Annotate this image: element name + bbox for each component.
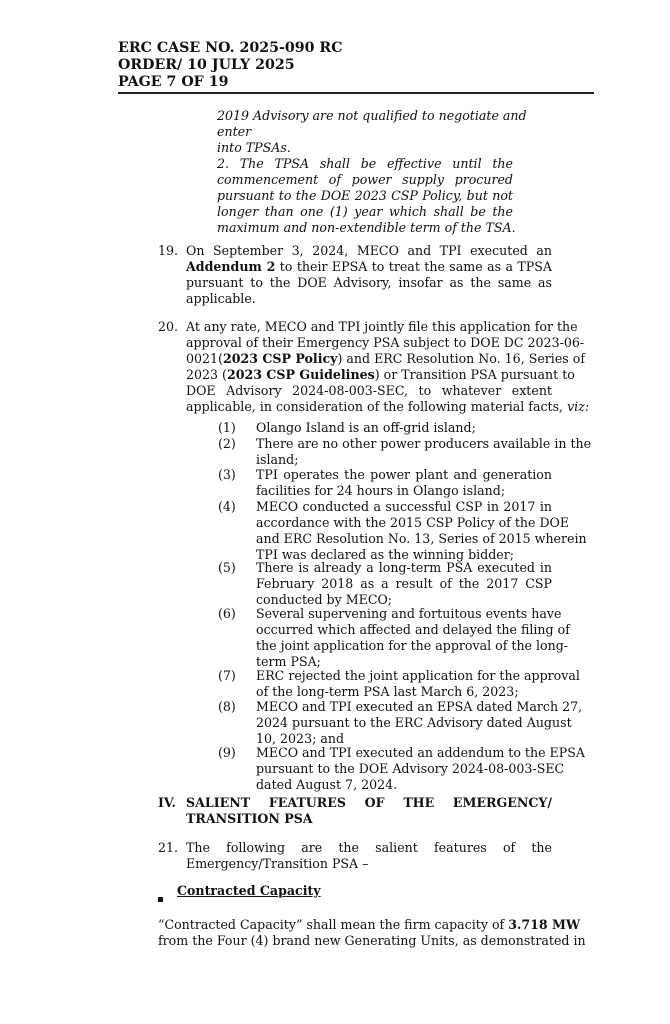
list-item-line: TPI was declared as the winning bidder; [256, 547, 515, 562]
list-item-line: 10, 2023; and [256, 731, 345, 746]
section-heading-line: SALIENT FEATURES OF THE EMERGENCY/ [186, 795, 552, 810]
list-item-number: (6) [218, 606, 236, 621]
header-rule [118, 92, 594, 94]
list-item-line: TPI operates the power plant and generation [256, 467, 552, 482]
para-20-number: 20. [158, 319, 179, 334]
para-line [186, 259, 552, 275]
list-item-line: accordance with the 2015 CSP Policy of the DOE [256, 515, 570, 530]
facts-list [218, 420, 592, 792]
para-line [158, 917, 581, 933]
list-item-line: February 2018 as a result of the 2017 CSP [256, 576, 552, 591]
list-item-line: MECO conducted a successful CSP in 2017 in [256, 499, 552, 514]
list-item-line: term PSA; [256, 654, 321, 669]
viz-italic: viz: [567, 399, 590, 414]
list-item-line: facilities for 24 hours in Olango island; [256, 483, 506, 498]
case-number: ERC CASE NO. 2025-090 RC [118, 40, 343, 56]
list-item-line: MECO and TPI executed an addendum to the EPSA [256, 745, 585, 760]
list-item-line: ERC rejected the joint application for the approval [256, 668, 580, 683]
list-item-line: conducted by MECO; [256, 592, 393, 607]
para-line: approval of their Emergency PSA subject to DOE DC 2023-06- [186, 335, 585, 350]
para-line: At any rate, MECO and TPI jointly file this application for the [186, 319, 578, 334]
list-item-line: island; [256, 452, 299, 467]
list-item-line: MECO and TPI executed an EPSA dated March 27, [256, 699, 583, 714]
para-line: Emergency/Transition PSA – [186, 856, 369, 871]
quote-line: 2. The TPSA shall be effective until the [217, 156, 513, 171]
order-date: ORDER/ 10 JULY 2025 [118, 57, 295, 73]
quote-line: longer than one (1) year which shall be the [217, 204, 513, 219]
list-item-line: occurred which affected and delayed the filing of [256, 622, 570, 637]
list-item-number: (7) [218, 668, 236, 683]
para-21 [186, 840, 552, 872]
list-item-number: (4) [218, 499, 236, 514]
capacity-value-bold: 3.718 MW [508, 917, 581, 932]
text-run: applicable, in consideration of the following material facts, [186, 399, 568, 414]
para-line-rest: to their EPSA to treat the same as a TPSA [275, 259, 552, 274]
contracted-capacity-heading: Contracted Capacity [177, 883, 321, 898]
para-line: DOE Advisory 2024-08-003-SEC, to whatever extent [186, 383, 552, 398]
list-item-line: the joint application for the approval of the long- [256, 638, 569, 653]
list-item-line: Olango Island is an off-grid island; [256, 420, 476, 435]
section-numeral: IV. [158, 795, 176, 810]
para-line [186, 399, 590, 415]
contracted-capacity-paragraph [158, 917, 586, 949]
list-item-line: There are no other power producers available in the [256, 436, 592, 451]
list-item-line: dated August 7, 2024. [256, 777, 398, 792]
quote-line: enter [217, 124, 252, 139]
quote-line: commencement of power supply procured [217, 172, 513, 187]
para-line: pursuant to the DOE Advisory, insofar as the same as [186, 275, 552, 290]
para-19 [186, 243, 552, 307]
para-line: from the Four (4) brand new Generating Units, as demonstrated in [158, 933, 586, 948]
para-19-number: 19. [158, 243, 179, 258]
list-item-line: Several supervening and fortuitous events have [256, 606, 562, 621]
para-21-number: 21. [158, 840, 179, 855]
csp-guidelines-bold: 2023 CSP Guidelines [226, 367, 375, 382]
section-heading [186, 795, 552, 827]
list-item-line: and ERC Resolution No. 13, Series of 2015 wherein [256, 531, 587, 546]
quote-line: into TPSAs. [217, 140, 291, 155]
list-item-number: (9) [218, 745, 236, 760]
text-run: “Contracted Capacity” shall mean the firm capacity of [158, 917, 509, 932]
para-line [186, 367, 575, 383]
csp-policy-bold: 2023 CSP Policy [222, 351, 338, 366]
para-line: The following are the salient features of the [186, 840, 552, 855]
para-line [186, 351, 585, 367]
list-item-line: pursuant to the DOE Advisory 2024-08-003-SEC [256, 761, 565, 776]
quote-line: pursuant to the DOE 2023 CSP Policy, but not [217, 188, 513, 203]
text-run: 2023 ( [186, 367, 227, 382]
list-item-number: (3) [218, 467, 236, 482]
section-heading-line: TRANSITION PSA [186, 811, 313, 826]
quote-line: maximum and non-extendible term of the TSA. [217, 220, 516, 235]
advisory-quote [217, 108, 527, 236]
text-run: ) and ERC Resolution No. 16, Series of [337, 351, 585, 366]
para-20 [186, 319, 590, 415]
document-header [118, 40, 598, 91]
list-item-line: There is already a long-term PSA executed in [256, 560, 552, 575]
bullet-marker-icon [158, 887, 163, 906]
addendum-bold: Addendum 2 [186, 259, 276, 274]
para-line: On September 3, 2024, MECO and TPI executed an [186, 243, 552, 258]
list-item-number: (8) [218, 699, 236, 714]
para-line: applicable. [186, 291, 256, 306]
list-item-line: 2024 pursuant to the ERC Advisory dated August [256, 715, 572, 730]
text-run: 0021( [186, 351, 223, 366]
list-item-number: (5) [218, 560, 236, 575]
list-item-line: of the long-term PSA last March 6, 2023; [256, 684, 519, 699]
text-run: ) or Transition PSA pursuant to [374, 367, 575, 382]
list-item-number: (2) [218, 436, 236, 451]
quote-line: 2019 Advisory are not qualified to negotiate and [217, 108, 527, 123]
page-number: PAGE 7 OF 19 [118, 74, 229, 90]
list-item-number: (1) [218, 420, 236, 435]
